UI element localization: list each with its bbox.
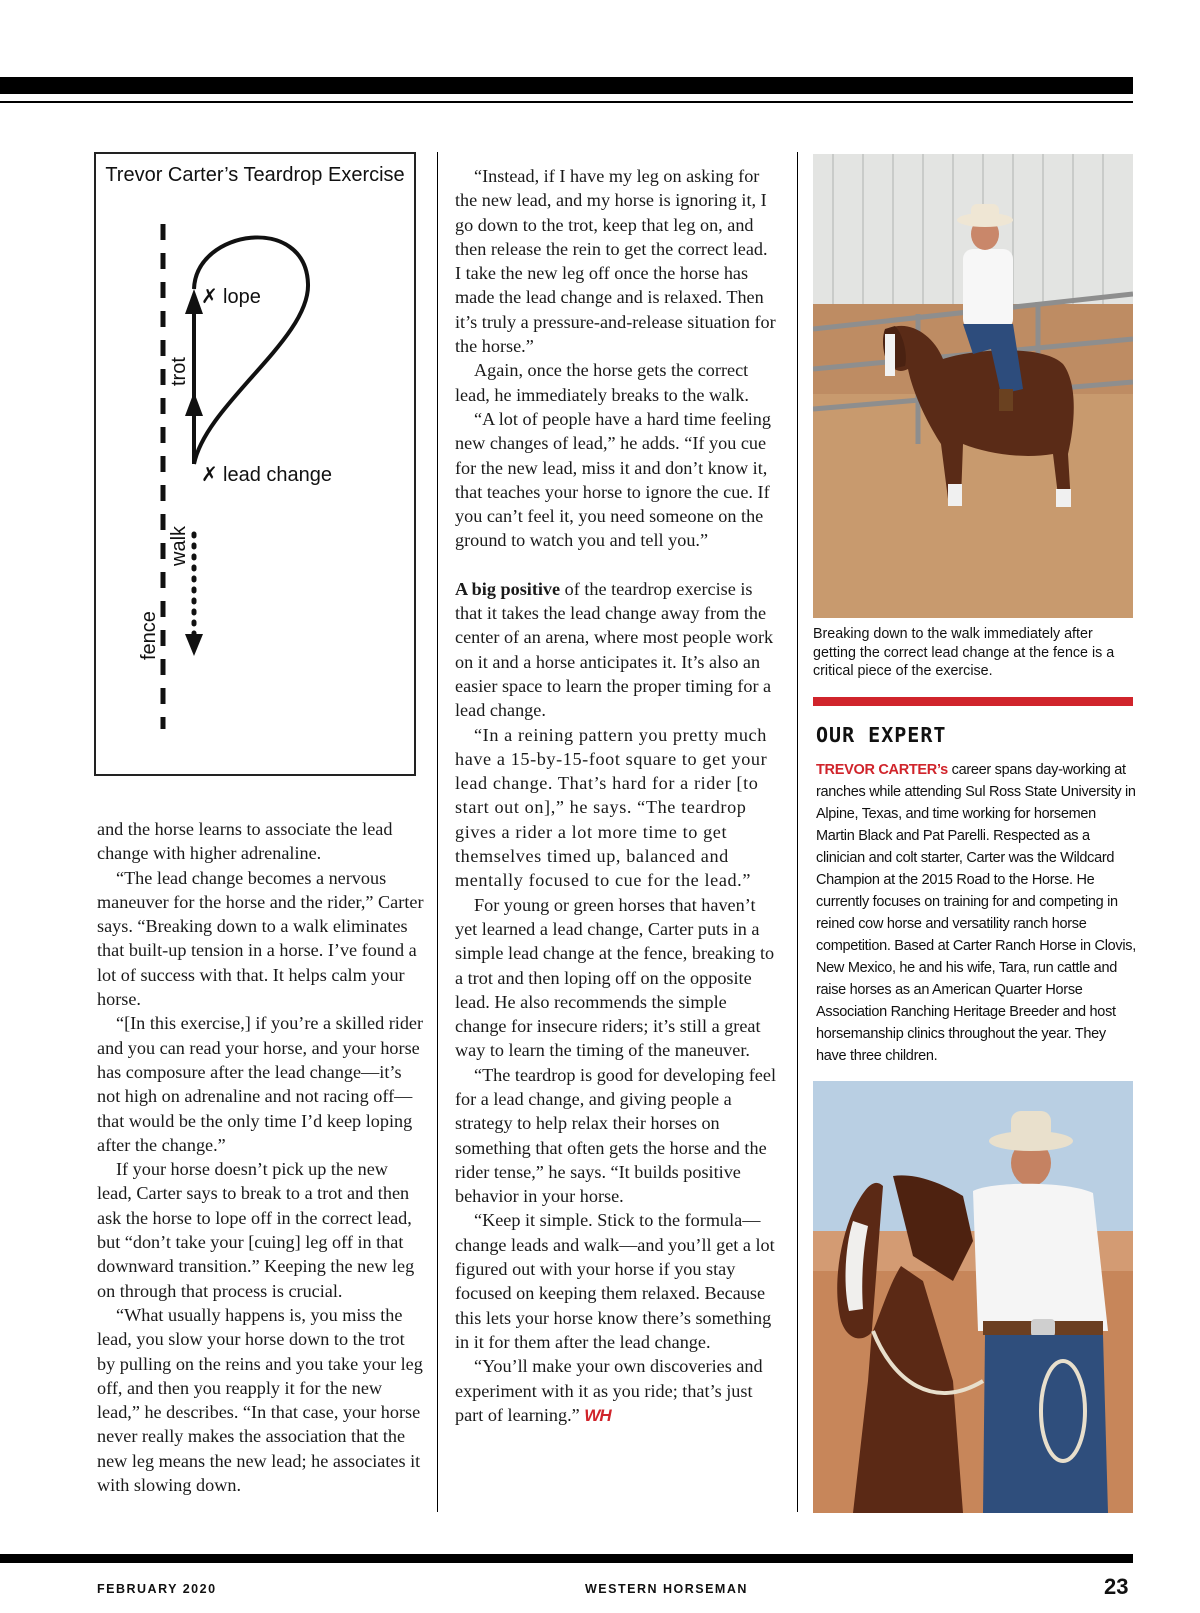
- paragraph: and the horse learns to associate the lead change with higher adrenaline.: [97, 819, 393, 864]
- photo-caption: Breaking down to the walk immediately after getting the correct lead change at the fence is a critical piece of the exercise.: [813, 626, 1115, 679]
- expert-heading: OUR EXPERT: [816, 723, 947, 747]
- paragraph: “The teardrop is good for developing feel for a lead change, and giving people a strategy to help relax their horses on something that often gets the horse and the rider tense,” he says. “It builds positive behavior in your horse.: [455, 1064, 777, 1207]
- expert-bio: [816, 759, 1136, 1067]
- paragraph: For young or green horses that haven’t yet learned a lead change, Carter puts in a simple lead change at the fence, breaking to a trot and then loping off on the opposite lead. He also recommends the simple change for insecure riders; it’s still a great way to learn the timing of the maneuver.: [455, 894, 775, 1061]
- paragraph: Again, once the horse gets the correct lead, he immediately breaks to the walk.: [455, 360, 749, 405]
- diagram-label-change-marker: ✗: [201, 464, 218, 486]
- diagram-title: Trevor Carter’s Teardrop Exercise: [105, 164, 405, 186]
- diagram-label-lope-marker: ✗: [201, 286, 218, 308]
- column-divider-1: [437, 152, 438, 1512]
- top-rule-thin: [0, 101, 1133, 103]
- article-column-2: [455, 164, 777, 1428]
- diagram-label-lead-change: lead change: [223, 464, 332, 486]
- diagram-label-trot: trot: [168, 357, 190, 386]
- paragraph-final: [455, 1354, 777, 1428]
- paragraph: “A lot of people have a hard time feeling new changes of lead,” he adds. “If you cue for the new lead, miss it and don’t know it, that teaches your horse to ignore the cue. If you can’t feel it, you need someone on the ground to watch you and tell you.”: [455, 408, 771, 551]
- paragraph: “In a reining pattern you pretty much have a 15-by-15-foot square to get your lead change. That’s hard for a rider [to start out on],” he says. “The teardrop gives a rider a lot more time to get themselves timed up, balanced and mentally focused to cue for the lead.”: [455, 724, 768, 891]
- paragraph: If your horse doesn’t pick up the new lead, Carter says to break to a trot and then ask the horse to lope off in the correct lead, but “don’t take your [cuing] leg off in that downward transition.” Keeping the new leg on through that process is crucial.: [97, 1159, 415, 1301]
- teardrop-loop: [194, 237, 308, 464]
- diagram-label-fence: fence: [138, 611, 160, 660]
- expert-name: TREVOR CARTER’s: [816, 762, 948, 778]
- paragraph: “Keep it simple. Stick to the formula—change leads and walk—and you’ll get a lot figured out with your horse if you stay focused on keeping them relaxed. Because this lets your horse know there’s something in it for them after the lead change.: [455, 1210, 775, 1352]
- trot-arrowhead-mid: [185, 392, 203, 416]
- paragraph-text: “You’ll make your own discoveries and experiment with it as you ride; that’s just part of learning.”: [455, 1356, 763, 1425]
- paragraph-text: of the teardrop exercise is that it takes the lead change away from the center of an arena, where most people work on it and a horse anticipates it. It’s also an easier space to learn the proper timing for a lead change.: [455, 578, 774, 721]
- paragraph-section-start: [455, 577, 777, 723]
- paragraph: “The lead change becomes a nervous maneuver for the horse and the rider,” Carter says. “Breaking down to a walk eliminates that built-up tension in a horse. I’ve found a lot of success with that. It helps calm your horse.: [97, 867, 424, 1010]
- column-divider-2: [797, 152, 798, 1512]
- diagram-label-walk: walk: [168, 525, 190, 566]
- end-mark-logo: WH: [584, 1405, 611, 1425]
- paragraph: “[In this exercise,] if you’re a skilled rider and you can read your horse, and your horse has composure after the lead change—it’s not high on adrenaline and not racing off—that would be the only time I’d keep loping after the change.”: [97, 1013, 424, 1155]
- article-column-1: [97, 817, 427, 1497]
- expert-bio-text: career spans day-working at ranches while attending Sul Ross State University in Alpine, Texas, and time working for horsemen Martin Black and Pat Parelli. Respected as a clinician and colt starter, Carter was the Wildcard Champion at the 2015 Road to the Horse. He currently focuses on training for and competing in reined cow horse and versatility ranch horse competition. Based at Carter Ranch Horse in Clovis, New Mexico, he and his wife, Tara, run cattle and raise horses as an American Quarter Horse Association Ranching Heritage Breeder and host horsemanship clinics throughout the year. They have three children.: [816, 762, 1136, 1064]
- footer-magazine-name: WESTERN HORSEMAN: [585, 1582, 748, 1596]
- top-rule: [0, 77, 1133, 94]
- footer-date: FEBRUARY 2020: [97, 1582, 217, 1596]
- paragraph: “Instead, if I have my leg on asking for the new lead, and my horse is ignoring it, I go down to the trot, keep that leg on, and then release the rein to get the correct lead. I take the new leg off once the horse has made the lead change and is relaxed. Then it’s truly a pressure-and-release situation for the horse.”: [455, 166, 776, 357]
- bottom-rule: [0, 1554, 1133, 1563]
- paragraph: “What usually happens is, you miss the lead, you slow your horse down to the trot by pulling on the reins and you take your leg off, and then you reapply it for the new lead,” he describes. “In that case, your horse never really makes the association that the new leg means the new lead; he associates it with slowing down.: [97, 1304, 423, 1496]
- teardrop-diagram: [94, 152, 416, 776]
- sidebar-accent-bar: [813, 697, 1133, 706]
- page-number: 23: [1104, 1574, 1129, 1599]
- diagram-label-lope: lope: [223, 286, 261, 308]
- photo-rider-on-horse: [813, 154, 1133, 618]
- teardrop-path-drawing: [96, 154, 418, 778]
- walk-arrowhead: [185, 634, 203, 656]
- photo-expert-portrait: [813, 1081, 1133, 1513]
- run-in-lead: A big positive: [455, 578, 561, 599]
